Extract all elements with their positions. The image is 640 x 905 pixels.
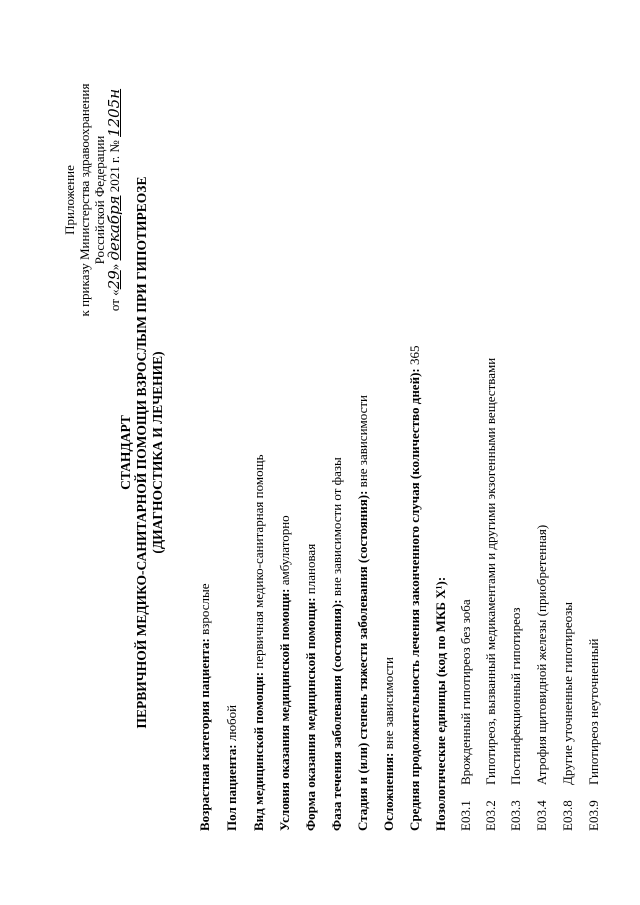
param-age-category: Возрастная категория пациента: взрослые — [197, 583, 212, 831]
icd-code: E03.4 — [534, 800, 549, 831]
icd-code: E03.9 — [586, 800, 601, 831]
param-severity: Стадия и (или) степень тяжести заболевания (состояния): вне зависимости — [355, 395, 370, 831]
title-subtitle: (ДИАГНОСТИКА И ЛЕЧЕНИЕ) — [150, 351, 165, 554]
icd-code: E03.1 — [458, 800, 473, 831]
icd-code: E03.8 — [560, 800, 575, 831]
date-mid: » — [107, 260, 122, 271]
icd-name: Атрофия щитовидной железы (приобретенная) — [534, 524, 549, 785]
appendix-header — [62, 35, 122, 365]
icd-name: Врожденный гипотиреоз без зоба — [458, 599, 473, 785]
appendix-federation-line: Российской Федерации — [92, 135, 107, 265]
icd-code: E03.2 — [483, 800, 498, 831]
icd-name: Постинфекционный гипотиреоз — [508, 607, 523, 785]
order-number-handwritten: 1205н — [105, 88, 123, 137]
param-nosological-units: Нозологические единицы (код по МКБ X¹): — [433, 576, 448, 831]
icd-row — [534, 525, 550, 831]
document-title — [118, 0, 166, 905]
icd-row — [586, 638, 602, 831]
icd-row — [483, 358, 499, 831]
param-sex: Пол пациента: любой — [224, 704, 239, 831]
param-treatment-duration: Средняя продолжительность лечения законченного случая (количество дней): 365 — [407, 345, 422, 831]
param-complications: Осложнения: вне зависимости — [381, 657, 396, 831]
param-care-form: Форма оказания медицинской помощи: плановая — [303, 543, 318, 831]
date-day-handwritten: 29 — [105, 270, 123, 290]
appendix-title: Приложение — [62, 165, 77, 235]
icd-code: E03.3 — [508, 800, 523, 831]
icd-name: Гипотиреоз неуточненный — [586, 638, 601, 785]
date-month-handwritten: декабря — [105, 195, 123, 261]
date-prefix: от « — [107, 289, 122, 312]
icd-row — [560, 602, 576, 831]
appendix-order-line: к приказу Министерства здравоохранения — [77, 83, 92, 317]
title-main: ПЕРВИЧНОЙ МЕДИКО-САНИТАРНОЙ ПОМОЩИ ВЗРОСЛЫМ ПРИ ГИПОТИРЕОЗЕ — [134, 176, 149, 729]
title-standard: СТАНДАРТ — [118, 415, 133, 490]
param-care-conditions: Условия оказания медицинской помощи: амбулаторно — [277, 515, 292, 831]
icd-row — [508, 608, 524, 831]
icd-name: Гипотиреоз, вызванный медикаментами и другими экзогенными веществами — [483, 357, 498, 785]
date-year: 2021 г. № — [107, 140, 122, 196]
icd-row — [458, 599, 474, 831]
param-disease-phase: Фаза течения заболевания (состояния): вне зависимости от фазы — [329, 457, 344, 831]
icd-name: Другие уточненные гипотиреозы — [560, 602, 575, 785]
param-care-type: Вид медицинской помощи: первичная медико-санитарная помощь — [251, 454, 266, 831]
